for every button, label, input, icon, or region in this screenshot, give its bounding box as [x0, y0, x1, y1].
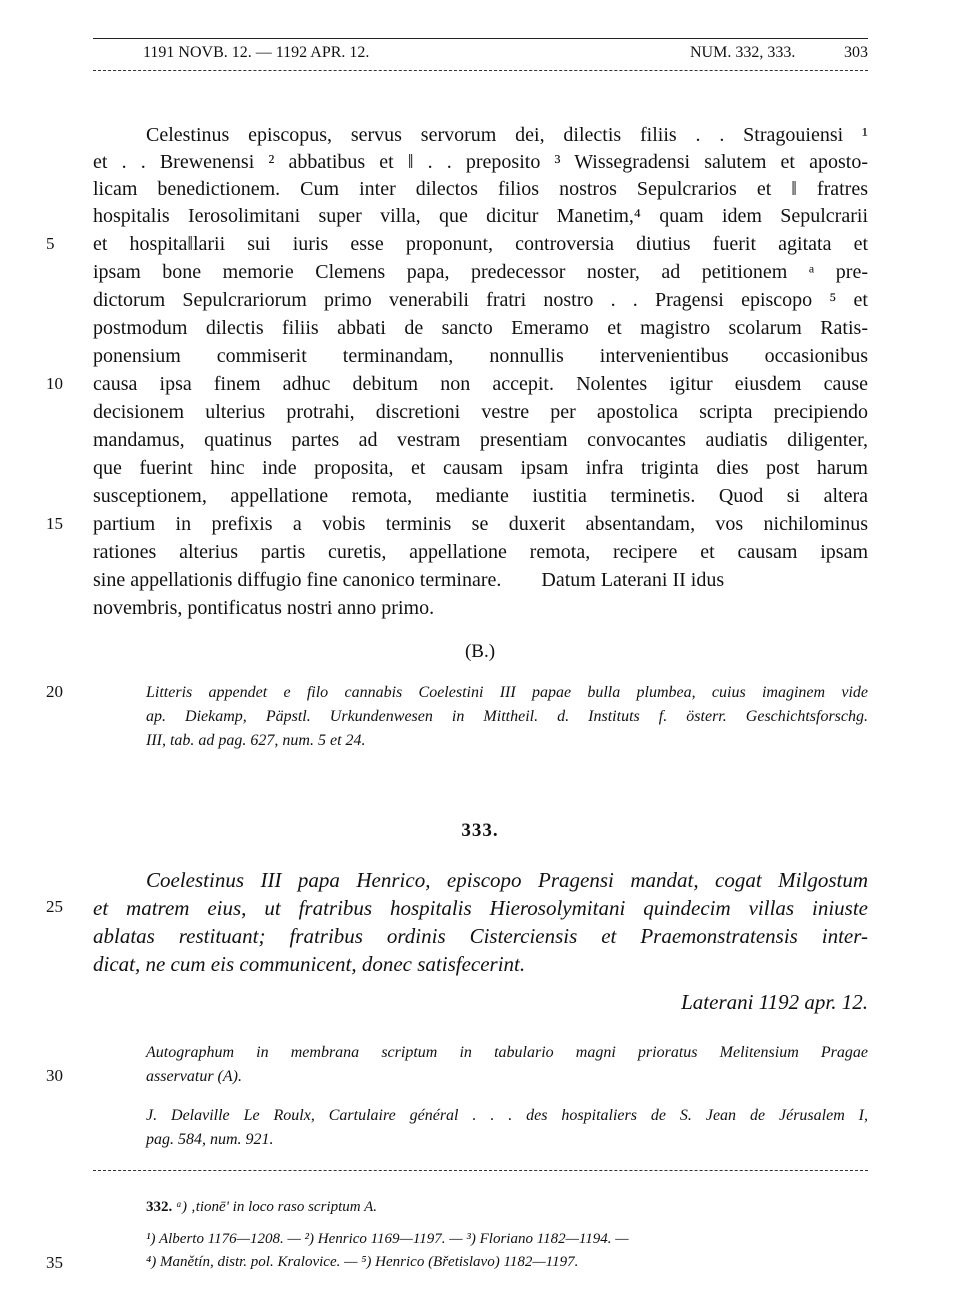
edition-note-line: pag. 584, num. 921.	[146, 1131, 274, 1148]
main-text-line: Celestinus episcopus, servus servorum dei, dilectis filiis . . Stragouiensi ¹	[146, 124, 868, 146]
margin-line-number: 35	[46, 1253, 63, 1272]
header-rule-top	[93, 38, 868, 39]
main-text-line: decisionem ulterius protrahi, discretioni vestre per apostolica scripta precipiendo	[93, 401, 868, 423]
margin-line-number: 25	[46, 897, 63, 916]
main-text-line: novembris, pontificatus nostri anno primo.	[93, 597, 435, 619]
main-text-line: postmodum dilectis filiis abbati de sancto Emeramo et magistro scolarum Ratis-	[93, 317, 868, 339]
margin-line-number: 30	[46, 1066, 63, 1085]
edition-note-line: J. Delaville Le Roulx, Cartulaire général . . . des hospitaliers de S. Jean de Jérusalem I,	[146, 1107, 868, 1124]
rubric-line: et matrem eius, ut fratribus hospitalis Hierosolymitani quindecim villas iniuste	[93, 896, 868, 920]
main-text-line: licam benedictionem. Cum inter dilectos filios nostros Sepulcrarios et ‖ fratres	[93, 178, 868, 200]
main-text-line: hospitalis Ierosolimitani super villa, que dicitur Manetim,⁴ quam idem Sepulcrarii	[93, 205, 868, 227]
header-dates: 1191 NOVB. 12. — 1192 APR. 12.	[143, 44, 370, 61]
rubric-line: dicat, ne cum eis communicent, donec satisfecerint.	[93, 952, 526, 976]
source-note-line: Autographum in membrana scriptum in tabulario magni prioratus Melitensium Pragae	[146, 1044, 868, 1061]
footnote-doc-ref: 332.	[146, 1199, 173, 1215]
footnote-line: ¹) Alberto 1176—1208. — ²) Henrico 1169—1197. — ³) Floriano 1182—1194. —	[146, 1231, 629, 1247]
main-text-line: sine appellationis diffugio fine canonico terminare. Datum Laterani II idus	[93, 569, 725, 591]
seal-note-line: Litteris appendet e filo cannabis Coelestini III papae bulla plumbea, cuius imaginem vide	[146, 684, 868, 701]
running-header	[93, 44, 868, 66]
seal-note-line: ap. Diekamp, Päpstl. Urkundenwesen in Mittheil. d. Instituts f. österr. Geschichtsforschg.	[146, 708, 868, 725]
header-document-numbers: NUM. 332, 333.	[690, 44, 796, 61]
header-page-number: 303	[844, 44, 868, 61]
main-text-line: susceptionem, appellatione remota, mediante iustitia terminetis. Quod si altera	[93, 485, 868, 507]
rubric-line: Coelestinus III papa Henrico, episcopo Pragensi mandat, cogat Milgostum	[146, 868, 868, 892]
sign-bulla: (B.)	[464, 641, 496, 662]
main-text-line: ponensium commiserit terminandam, nonnullis intervenientibus occasionibus	[93, 345, 868, 367]
seal-note-line: III, tab. ad pag. 627, num. 5 et 24.	[146, 732, 366, 749]
document-number: 333.	[461, 820, 499, 841]
main-text-line: rationes alterius partis curetis, appellatione remota, recipere et causam ipsam	[93, 541, 868, 563]
main-text-line: partium in prefixis a vobis terminis se duxerit absentandam, vos nichilominus	[93, 513, 868, 535]
main-text-line: causa ipsa finem adhuc debitum non accepit. Nolentes igitur eiusdem cause	[93, 373, 868, 395]
footnote-variant	[146, 1196, 377, 1218]
main-text-line: et . . Brewenensi ² abbatibus et ‖ . . preposito ³ Wissegradensi salutem et aposto-	[93, 151, 868, 173]
main-text-line: et hospita‖larii sui iuris esse proponunt, controversia diutius fuerit agitata et	[93, 233, 868, 255]
rubric-line: ablatas restituant; fratribus ordinis Cisterciensis et Praemonstratensis inter-	[93, 924, 868, 948]
footnote-separator	[93, 1170, 868, 1171]
footnote-variant-text: ᵃ) ‚tionē' in loco raso scriptum A.	[176, 1199, 377, 1215]
source-note-line: asservatur (A).	[146, 1068, 242, 1085]
main-text-line: ipsam bone memorie Clemens papa, predecessor noster, ad petitionem ᵃ pre-	[93, 261, 868, 283]
place-date: Laterani 1192 apr. 12.	[681, 990, 868, 1014]
margin-line-number: 10	[46, 374, 63, 393]
main-text-line: que fuerint hinc inde proposita, et causam ipsam infra triginta dies post harum	[93, 457, 868, 479]
header-rule-bottom	[93, 70, 868, 71]
footnote-line: ⁴) Manětín, distr. pol. Kralovice. — ⁵) Henrico (Břetislavo) 1182—1197.	[146, 1254, 579, 1270]
margin-line-number: 20	[46, 682, 63, 701]
main-text-line: dictorum Sepulcrariorum primo venerabili fratri nostro . . Pragensi episcopo ⁵ et	[93, 289, 868, 311]
main-text-line: mandamus, quatinus partes ad vestram presentiam convocantes audiatis diligenter,	[93, 429, 868, 451]
margin-line-number: 5	[46, 234, 55, 253]
margin-line-number: 15	[46, 514, 63, 533]
